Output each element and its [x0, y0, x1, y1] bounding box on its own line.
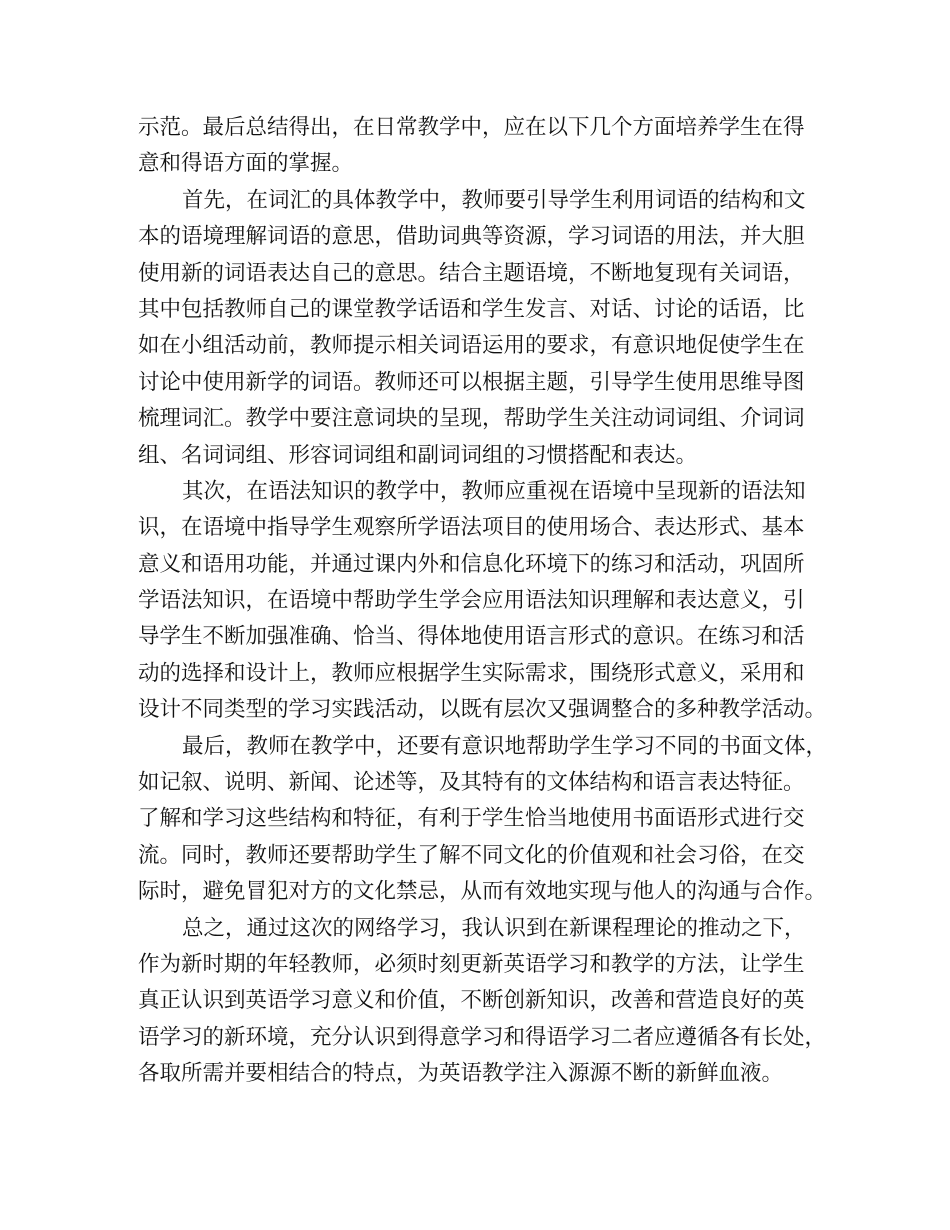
- text-line: 语学习的新环境，充分认识到得意学习和得语学习二者应遵循各有长处，: [138, 1024, 827, 1050]
- body-text: [138, 110, 828, 1093]
- text-line: 意义和语用功能，并通过课内外和信息化环境下的练习和活动，巩固所: [138, 551, 805, 577]
- text-line: 真正认识到英语学习意义和价值，不断创新知识，改善和营造良好的英: [138, 988, 805, 1014]
- text-line: 其中包括教师自己的课堂教学话语和学生发言、对话、讨论的话语，比: [138, 296, 805, 322]
- text-line: 首先，在词汇的具体教学中，教师要引导学生利用词语的结构和文: [182, 187, 806, 213]
- text-line: 各取所需并要相结合的特点，为英语教学注入源源不断的新鲜血液。: [138, 1061, 784, 1087]
- text-line: 导学生不断加强准确、恰当、得体地使用语言形式的意识。在练习和活: [138, 624, 805, 650]
- paragraph: [138, 911, 828, 1093]
- text-line: 使用新的词语表达自己的意思。结合主题语境，不断地复现有关词语，: [138, 260, 805, 286]
- text-line: 际时，避免冒犯对方的文化禁忌，从而有效地实现与他人的沟通与合作。: [138, 879, 827, 905]
- text-line: 作为新时期的年轻教师，必须时刻更新英语学习和教学的方法，让学生: [138, 951, 805, 977]
- text-line: 如记叙、说明、新闻、论述等，及其特有的文体结构和语言表达特征。: [138, 770, 805, 796]
- text-line: 其次，在语法知识的教学中，教师应重视在语境中呈现新的语法知: [182, 478, 806, 504]
- text-line: 组、名词词组、形容词词组和副词词组的习惯搭配和表达。: [138, 442, 698, 468]
- text-line: 示范。最后总结得出，在日常教学中，应在以下几个方面培养学生在得: [138, 115, 805, 140]
- text-line: 流。同时，教师还要帮助学生了解不同文化的价值观和社会习俗，在交: [138, 842, 805, 868]
- text-line: 识，在语境中指导学生观察所学语法项目的使用场合、表达形式、基本: [138, 515, 805, 541]
- text-line: 设计不同类型的学习实践活动，以既有层次又强调整合的多种教学活动。: [138, 697, 827, 723]
- paragraph: [138, 474, 828, 729]
- paragraph: [138, 110, 828, 183]
- text-line: 最后，教师在教学中，还要有意识地帮助学生学习不同的书面文体，: [182, 733, 828, 759]
- paragraph: [138, 183, 828, 474]
- paragraph: [138, 729, 828, 911]
- text-line: 意和得语方面的掌握。: [138, 151, 354, 177]
- text-line: 本的语境理解词语的意思，借助词典等资源，学习词语的用法，并大胆: [138, 224, 805, 250]
- text-line: 动的选择和设计上，教师应根据学生实际需求，围绕形式意义，采用和: [138, 660, 805, 686]
- text-line: 如在小组活动前，教师提示相关词语运用的要求，有意识地促使学生在: [138, 333, 805, 359]
- text-line: 梳理词汇。教学中要注意词块的呈现，帮助学生关注动词词组、介词词: [138, 406, 805, 432]
- text-line: 了解和学习这些结构和特征，有利于学生恰当地使用书面语形式进行交: [138, 806, 805, 832]
- text-line: 学语法知识，在语境中帮助学生学会应用语法知识理解和表达意义，引: [138, 588, 805, 614]
- text-line: 总之，通过这次的网络学习，我认识到在新课程理论的推动之下，: [182, 915, 806, 941]
- text-line: 讨论中使用新学的词语。教师还可以根据主题，引导学生使用思维导图: [138, 369, 805, 395]
